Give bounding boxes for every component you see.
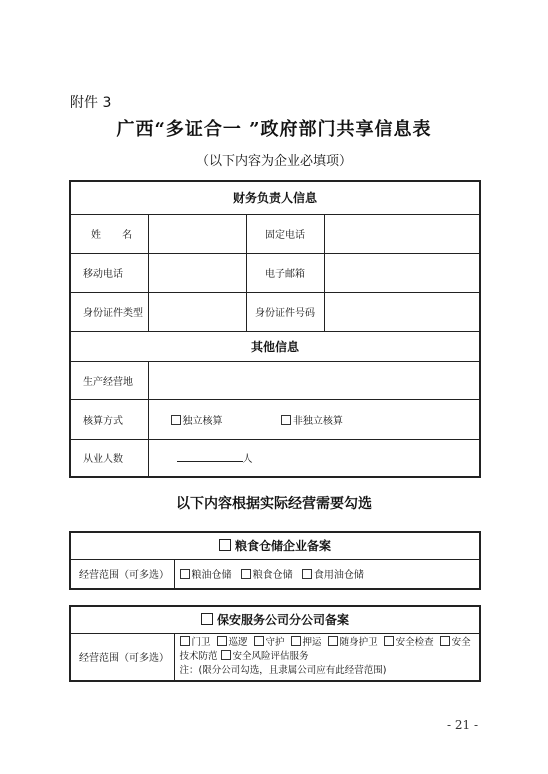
security-option[interactable]: 随身护卫 bbox=[328, 637, 378, 648]
checkbox-icon bbox=[302, 569, 312, 579]
employees-unit: 人 bbox=[242, 454, 253, 466]
grain-option[interactable]: 粮油仓储 bbox=[180, 570, 232, 581]
email-label: 电子邮箱 bbox=[246, 253, 324, 292]
address-label: 生产经营地 bbox=[70, 361, 148, 399]
page-number: - 21 - bbox=[446, 718, 478, 732]
name-field[interactable] bbox=[148, 214, 246, 253]
grain-option[interactable]: 食用油仓储 bbox=[302, 570, 364, 581]
other-section-header: 其他信息 bbox=[70, 331, 480, 361]
attachment-label: 附件 3 bbox=[70, 95, 112, 111]
employees-input[interactable] bbox=[177, 452, 243, 462]
checkbox-icon bbox=[180, 569, 190, 579]
email-field[interactable] bbox=[324, 253, 480, 292]
security-option[interactable]: 安全检查 bbox=[384, 637, 434, 648]
accounting-independent-option[interactable]: 独立核算 bbox=[171, 416, 223, 427]
checkbox-icon bbox=[241, 569, 251, 579]
security-option[interactable]: 巡逻 bbox=[217, 637, 248, 648]
info-table bbox=[69, 180, 481, 478]
accounting-non-independent-option[interactable]: 非独立核算 bbox=[281, 416, 343, 427]
id-type-label: 身份证件类型 bbox=[70, 292, 148, 331]
checkbox-icon bbox=[328, 636, 338, 646]
checkbox-icon bbox=[201, 613, 213, 625]
id-type-field[interactable] bbox=[148, 292, 246, 331]
page-subtitle: （以下内容为企业必填项） bbox=[195, 154, 352, 169]
address-field[interactable] bbox=[148, 361, 480, 399]
id-number-field[interactable] bbox=[324, 292, 480, 331]
security-option[interactable]: 安全技术防范 bbox=[179, 636, 471, 662]
accounting-label: 核算方式 bbox=[70, 399, 148, 439]
security-option[interactable]: 门卫 bbox=[180, 637, 211, 648]
id-number-label: 身份证件号码 bbox=[246, 292, 324, 331]
checkbox-icon bbox=[217, 636, 227, 646]
middle-heading: 以下内容根据实际经营需要勾选 bbox=[176, 496, 372, 512]
checkbox-icon bbox=[219, 539, 231, 551]
security-scope-label: 经营范围（可多选） bbox=[70, 633, 174, 681]
checkbox-icon bbox=[281, 415, 291, 425]
security-service-table bbox=[69, 605, 481, 682]
employees-label: 从业人数 bbox=[70, 439, 148, 477]
security-option[interactable]: 守护 bbox=[254, 637, 285, 648]
finance-section-header: 财务负责人信息 bbox=[70, 181, 480, 214]
security-option[interactable]: 押运 bbox=[291, 637, 322, 648]
security-section-header[interactable]: 保安服务公司分公司备案 bbox=[70, 606, 480, 633]
grain-scope-label: 经营范围（可多选） bbox=[70, 559, 174, 589]
checkbox-icon bbox=[291, 636, 301, 646]
checkbox-icon bbox=[384, 636, 394, 646]
mobile-field[interactable] bbox=[148, 253, 246, 292]
landline-label: 固定电话 bbox=[246, 214, 324, 253]
checkbox-icon bbox=[180, 636, 190, 646]
name-label: 姓 名 bbox=[70, 214, 148, 253]
security-note: 注：(限分公司勾选，且隶属公司应有此经营范围) bbox=[179, 664, 387, 676]
checkbox-icon bbox=[221, 650, 231, 660]
landline-field[interactable] bbox=[324, 214, 480, 253]
grain-option[interactable]: 粮食仓储 bbox=[241, 570, 293, 581]
security-option[interactable]: 安全风险评估服务 bbox=[221, 651, 309, 662]
checkbox-icon bbox=[254, 636, 264, 646]
grain-section-header[interactable]: 粮食仓储企业备案 bbox=[70, 532, 480, 559]
page-title: 广西“多证合一 ”政府部门共享信息表 bbox=[116, 119, 432, 140]
mobile-label: 移动电话 bbox=[70, 253, 148, 292]
grain-storage-table bbox=[69, 531, 481, 590]
checkbox-icon bbox=[171, 415, 181, 425]
checkbox-icon bbox=[440, 636, 450, 646]
